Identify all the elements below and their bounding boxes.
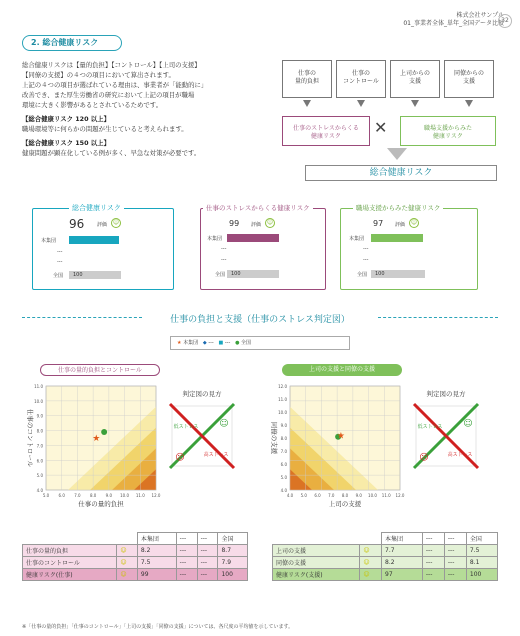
guide-low-label: 低ストレス xyxy=(173,424,199,430)
cell: --- xyxy=(444,545,466,557)
intro-line: 改善でき、また厚生労働省の研究において上記の項目が職場 xyxy=(22,91,195,99)
arrow-icon xyxy=(357,100,365,107)
frown-icon: ☹ xyxy=(419,453,429,463)
left-stress-chart xyxy=(18,380,248,528)
y-tick-label: 11.0 xyxy=(278,397,287,402)
table-row xyxy=(273,545,498,557)
bar-national: 100 xyxy=(69,271,121,279)
guide-high-label: 高ストレス xyxy=(447,452,473,458)
x-tick-label: 4.0 xyxy=(286,493,294,498)
smile-icon: ☺ xyxy=(360,557,382,569)
row-label-national: 全国 xyxy=(53,273,64,279)
col-header: 全国 xyxy=(466,533,497,545)
card-work-risk xyxy=(200,204,326,290)
row-label: 上司の支援 xyxy=(273,545,360,557)
smile-icon: ☺ xyxy=(112,219,120,226)
company-name: 株式会社サンプル xyxy=(456,12,504,19)
intro-text xyxy=(22,60,272,158)
flow-support-risk: 職場支援からみた 健康リスク xyxy=(400,116,496,146)
row-blank: --- xyxy=(57,249,63,255)
smile-icon: ☺ xyxy=(117,557,138,569)
x-tick-label: 10.0 xyxy=(368,493,377,498)
card-total-risk xyxy=(32,204,174,290)
x-tick-label: 8.0 xyxy=(89,493,97,498)
left-chart-title: 仕事の量的負担とコントロール xyxy=(40,364,160,376)
x-tick-label: 7.0 xyxy=(328,493,335,498)
down-arrow-icon xyxy=(387,148,407,160)
col-header: --- xyxy=(176,533,197,545)
flow-box-control: 仕事の コントロール xyxy=(336,60,386,98)
cell-national: 7.5 xyxy=(466,545,497,557)
row-label: 健康リスク(支援) xyxy=(273,569,360,581)
cell: --- xyxy=(422,569,444,581)
row-blank: --- xyxy=(363,246,369,252)
eval-label: 評価 xyxy=(251,222,262,228)
legend-self: 本集団 xyxy=(183,340,199,346)
right-stress-chart xyxy=(262,380,498,528)
cell-self: 7.7 xyxy=(382,545,423,557)
y-tick-label: 9.0 xyxy=(280,423,287,428)
national-point xyxy=(101,429,107,435)
y-tick-label: 4.0 xyxy=(280,488,287,493)
y-tick-label: 8.0 xyxy=(36,428,43,434)
bar-self xyxy=(227,234,279,242)
eval-label: 評価 xyxy=(395,222,406,228)
x-tick-label: 9.0 xyxy=(105,493,113,498)
flow-work-stress-risk: 仕事のストレスからくる 健康リスク xyxy=(282,116,370,146)
cell: --- xyxy=(197,569,218,581)
guide-high-label: 高ストレス xyxy=(203,452,229,458)
x-axis-label: 上司の支援 xyxy=(328,500,362,508)
guide-title: 判定図の見方 xyxy=(426,390,466,398)
cell: --- xyxy=(176,557,197,569)
cell-national: 100 xyxy=(466,569,497,581)
legend xyxy=(170,336,350,350)
page-header xyxy=(403,12,504,28)
frown-icon: ☹ xyxy=(175,453,185,463)
cell-self: 8.2 xyxy=(137,545,176,557)
y-tick-label: 7.0 xyxy=(280,449,287,454)
cell-national: 7.9 xyxy=(218,557,248,569)
cell-self: 99 xyxy=(137,569,176,581)
right-chart-title: 上司の支援と同僚の支援 xyxy=(282,364,402,376)
y-tick-label: 6.0 xyxy=(280,462,287,467)
cell: --- xyxy=(197,545,218,557)
x-tick-label: 12.0 xyxy=(151,493,161,498)
y-tick-label: 12.0 xyxy=(278,384,287,389)
diamond-icon: ◆ xyxy=(202,340,207,346)
cell: --- xyxy=(422,545,444,557)
y-tick-label: 10.0 xyxy=(34,398,43,404)
row-label-self: 本集団 xyxy=(207,236,223,242)
intro-line: 上記の４つの項目が選ばれている理由は、事業者が「能動的に」 xyxy=(22,81,208,89)
card-title: 仕事のストレスからくる健康リスク xyxy=(203,203,313,212)
table-row xyxy=(273,557,498,569)
row-label: 仕事のコントロール xyxy=(23,557,117,569)
section-title: 2. 総合健康リスク xyxy=(22,35,122,51)
y-tick-label: 11.0 xyxy=(34,384,43,389)
cell-national: 8.7 xyxy=(218,545,248,557)
table-row xyxy=(23,557,248,569)
col-header: --- xyxy=(444,533,466,545)
smile-icon: ☺ xyxy=(360,545,382,557)
flow-box-boss: 上司からの 支援 xyxy=(390,60,440,98)
cross-icon: ✕ xyxy=(374,118,388,137)
col-header: --- xyxy=(422,533,444,545)
x-tick-label: 8.0 xyxy=(341,493,349,498)
risk150-text: 健康問題が顕在化している例が多く、早急な対策が必要です。 xyxy=(22,149,201,157)
cell-self: 8.2 xyxy=(382,557,423,569)
report-subtitle: 01_事業者全体_単年_全国データ比較 xyxy=(403,20,504,27)
cell: --- xyxy=(176,569,197,581)
smile-icon: ☺ xyxy=(266,219,274,226)
x-tick-label: 6.0 xyxy=(58,493,65,498)
row-label: 健康リスク(仕事) xyxy=(23,569,117,581)
arrow-icon xyxy=(303,100,311,107)
cell: --- xyxy=(444,569,466,581)
col-header: --- xyxy=(197,533,218,545)
y-tick-label: 8.0 xyxy=(280,436,287,441)
y-tick-label: 4.0 xyxy=(36,488,43,493)
star-icon: ★ xyxy=(177,340,182,346)
y-axis-label: 仕事のコントロール xyxy=(26,408,34,468)
cell: --- xyxy=(197,557,218,569)
col-header: 全国 xyxy=(218,533,248,545)
legend-national: 全国 xyxy=(241,340,252,346)
x-axis-label: 仕事の量的負担 xyxy=(78,500,124,508)
stress-section-title: 仕事の負担と支援（仕事のストレス判定図） xyxy=(170,315,350,325)
table-row xyxy=(23,545,248,557)
arrow-icon xyxy=(465,100,473,107)
cell: --- xyxy=(176,545,197,557)
cell: --- xyxy=(422,557,444,569)
risk120-heading: 【総合健康リスク 120 以上】 xyxy=(22,115,110,123)
col-header: 本集団 xyxy=(382,533,423,545)
smile-icon: ☺ xyxy=(117,545,138,557)
cell-national: 8.1 xyxy=(466,557,497,569)
smile-icon: ☺ xyxy=(410,219,418,226)
y-tick-label: 6.0 xyxy=(36,458,43,464)
smile-icon: ☺ xyxy=(360,569,382,581)
x-tick-label: 7.0 xyxy=(74,493,81,498)
self-point: ★ xyxy=(336,431,345,442)
cell-self: 97 xyxy=(382,569,423,581)
cell-national: 100 xyxy=(218,569,248,581)
y-tick-label: 5.0 xyxy=(36,473,43,479)
card-title: 総合健康リスク xyxy=(69,203,124,213)
intro-line: 環境に大きく影響があるとされているためです。 xyxy=(22,101,163,109)
flow-box-workload: 仕事の 量的負担 xyxy=(282,60,332,98)
x-tick-label: 6.0 xyxy=(314,493,321,498)
x-tick-label: 5.0 xyxy=(42,493,50,498)
risk120-text: 職場環境等に何らかの問題が生じていると考えられます。 xyxy=(22,125,188,133)
y-tick-label: 9.0 xyxy=(36,413,43,419)
row-label-self: 本集団 xyxy=(41,238,57,244)
x-tick-label: 9.0 xyxy=(355,493,362,498)
row-label-self: 本集団 xyxy=(349,236,365,242)
bar-national: 100 xyxy=(227,270,279,278)
self-point: ★ xyxy=(92,434,101,444)
risk150-heading: 【総合健康リスク 150 以上】 xyxy=(22,139,110,147)
x-tick-label: 10.0 xyxy=(120,493,130,498)
smile-icon: ☺ xyxy=(219,419,229,429)
col-header: 本集団 xyxy=(137,533,176,545)
y-tick-label: 10.0 xyxy=(278,410,287,415)
flow-box-peer: 同僚からの 支援 xyxy=(444,60,494,98)
footnote: ※「仕事の量的負担」「仕事のコントロール」「上司の支援」「同僚の支援」については、各尺度の平均値を示しています。 xyxy=(22,624,294,630)
bar-self xyxy=(371,234,423,242)
eval-label: 評価 xyxy=(97,222,108,228)
risk-row xyxy=(273,569,498,581)
circle-icon: ● xyxy=(235,340,240,346)
row-blank: --- xyxy=(363,257,369,263)
x-tick-label: 12.0 xyxy=(395,493,405,498)
x-tick-label: 11.0 xyxy=(381,493,391,498)
row-blank: --- xyxy=(57,259,63,265)
row-blank: --- xyxy=(221,257,227,263)
bar-self xyxy=(69,236,119,244)
bar-national: 100 xyxy=(371,270,425,278)
arrow-icon xyxy=(411,100,419,107)
x-tick-label: 5.0 xyxy=(300,493,307,498)
card-value: 97 xyxy=(373,219,384,228)
card-value: 96 xyxy=(69,217,85,231)
y-tick-label: 7.0 xyxy=(36,443,43,449)
guide-low-label: 低ストレス xyxy=(417,424,443,430)
row-label: 同僚の支援 xyxy=(273,557,360,569)
row-label: 仕事の量的負担 xyxy=(23,545,117,557)
square-icon: ■ xyxy=(218,340,224,346)
table-corner xyxy=(23,533,117,545)
row-label-national: 全国 xyxy=(357,272,368,278)
row-blank: --- xyxy=(221,246,227,252)
left-table xyxy=(22,532,248,581)
y-tick-label: 5.0 xyxy=(280,475,287,480)
legend-d1: --- xyxy=(208,340,214,346)
flow-total-risk: 総合健康リスク xyxy=(305,165,497,181)
y-axis-label: 同僚の支援 xyxy=(270,421,278,455)
page-number: 32 xyxy=(498,14,512,28)
card-value: 99 xyxy=(229,219,240,228)
intro-line: 【同僚の支援】の４つの項目において算出されます。 xyxy=(22,71,175,79)
cell: --- xyxy=(444,557,466,569)
row-label-national: 全国 xyxy=(215,272,226,278)
smile-icon: ☺ xyxy=(463,419,473,429)
right-table xyxy=(272,532,498,581)
card-support-risk xyxy=(340,204,478,290)
risk-row xyxy=(23,569,248,581)
legend-d2: --- xyxy=(224,340,231,346)
cell-self: 7.5 xyxy=(137,557,176,569)
guide-title: 判定図の見方 xyxy=(182,390,222,398)
card-title: 職場支援からみた健康リスク xyxy=(353,203,443,212)
intro-line: 総合健康リスクは【量的負担】【コントロール】【上司の支援】 xyxy=(22,61,201,69)
x-tick-label: 11.0 xyxy=(135,493,145,498)
smile-icon: ☺ xyxy=(117,569,138,581)
